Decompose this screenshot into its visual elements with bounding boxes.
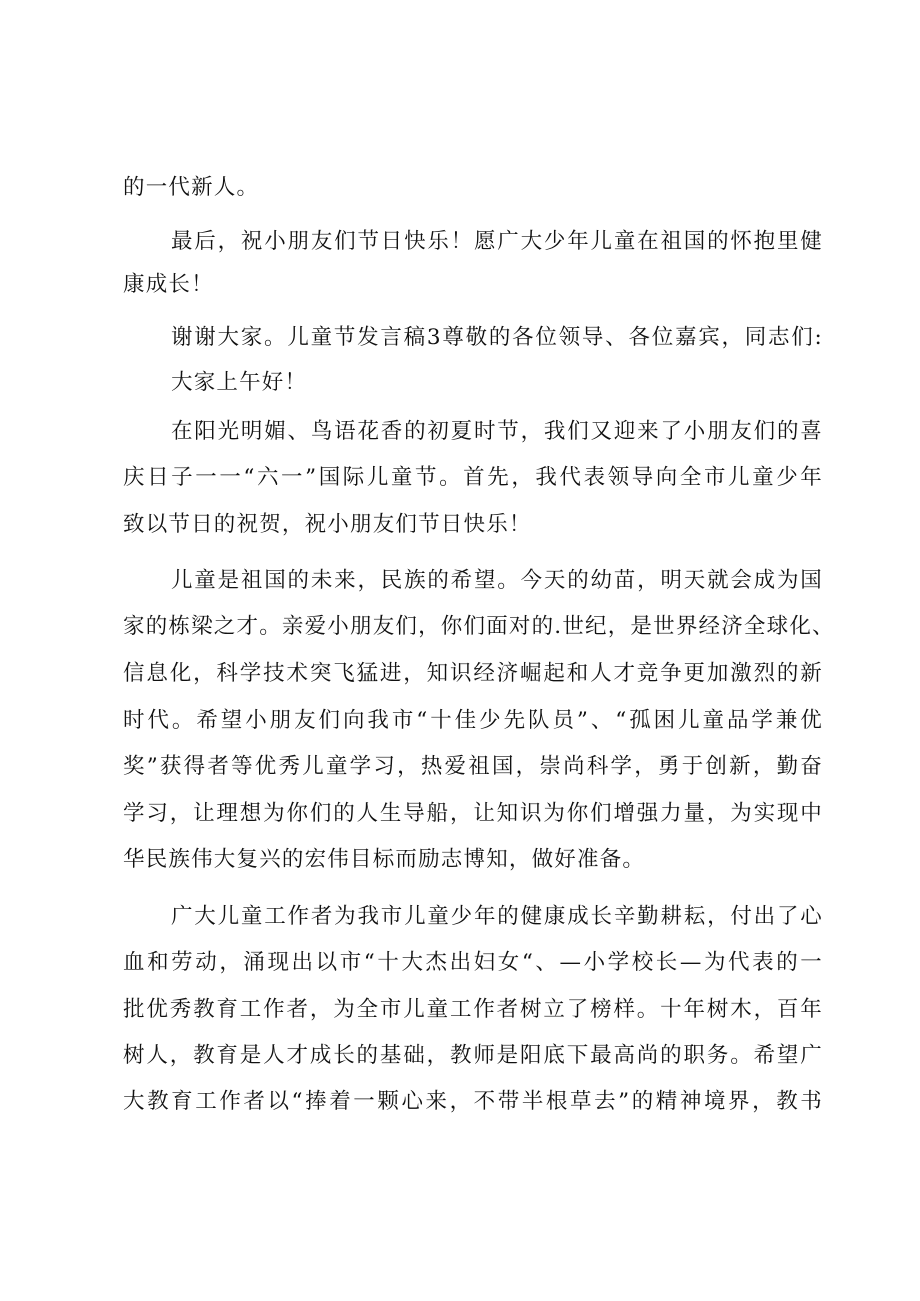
- text-line: 庆日子一一“六一”国际儿童节。首先，我代表领导向全市儿童少年: [123, 465, 823, 490]
- text-line: 儿童是祖国的未来，民族的希望。今天的幼苗，明天就会成为国: [171, 568, 823, 593]
- text-line: 树人，教育是人才成长的基础，教师是阳底下最高尚的职务。希望广: [123, 1043, 823, 1068]
- text-line: 致以节日的祝贺，祝小朋友们节日快乐！: [123, 512, 532, 537]
- text-line: 广大儿童工作者为我市儿童少年的健康成长辛勤耕耘，付出了心: [171, 904, 823, 929]
- text-line: 家的栋梁之才。亲爱小朋友们，你们面对的.世纪，是世界经济全球化、: [123, 614, 835, 639]
- text-line: 血和劳动，涌现出以市“十大杰出妇女“、—小学校长—为代表的一: [123, 950, 823, 975]
- text-line: 华民族伟大复兴的宏伟目标而励志博知，做好准备。: [123, 847, 646, 872]
- text-line: 康成长！: [123, 272, 214, 297]
- text-line: 最后，祝小朋友们节日快乐！愿广大少年儿童在祖国的怀抱里健: [171, 229, 823, 254]
- text-line: 的一代新人。: [123, 175, 260, 200]
- text-line: 信息化，科学技术突飞猛进，知识经济崛起和人才竞争更加激烈的新: [123, 661, 823, 686]
- text-line: 谢谢大家。儿童节发言稿3尊敬的各位领导、各位嘉宾，同志们:: [171, 325, 823, 350]
- text-line: 奖”获得者等优秀儿童学习，热爱祖国，崇尚科学，勇于创新，勤奋: [123, 754, 823, 779]
- text-line: 大家上午好！: [171, 370, 308, 395]
- text-line: 大教育工作者以“捧着一颗心来，不带半根草去”的精神境界，教书: [123, 1089, 823, 1114]
- text-line: 批优秀教育工作者，为全市儿童工作者树立了榜样。十年树木，百年: [123, 997, 823, 1022]
- text-line: 在阳光明媚、鸟语花香的初夏时节，我们又迎来了小朋友们的喜: [171, 419, 823, 444]
- text-line: 学习，让理想为你们的人生导船，让知识为你们增强力量，为实现中: [123, 801, 823, 826]
- text-line: 时代。希望小朋友们向我市“十佳少先队员”、“孤困儿童品学兼优: [123, 708, 823, 733]
